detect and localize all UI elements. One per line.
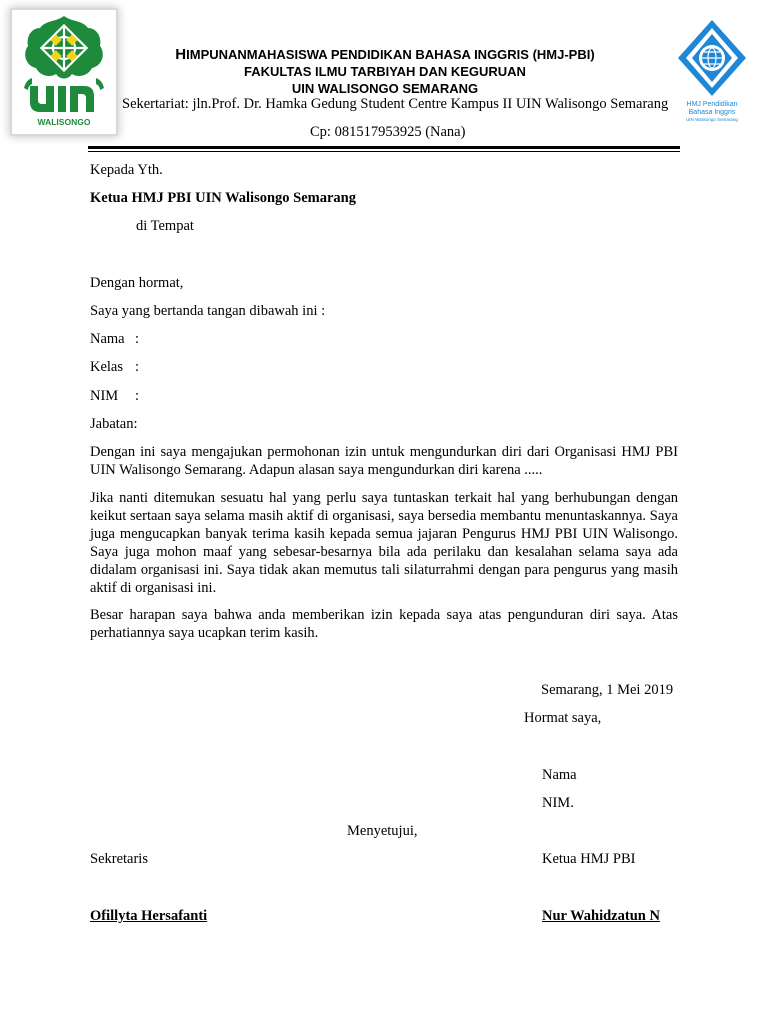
to-line: Kepada Yth. xyxy=(90,162,163,178)
uin-walisongo-logo xyxy=(12,10,116,134)
secretary-role: Sekretaris xyxy=(90,851,148,867)
field-nama-colon: : xyxy=(135,331,140,347)
closing-phrase: Hormat saya, xyxy=(524,710,602,726)
field-jabatan-label: Jabatan: xyxy=(90,416,138,432)
secretariat-address: Sekertariat: jln.Prof. Dr. Hamka Gedung Student Centre Kampus II UIN Walisongo Semarang xyxy=(122,96,669,112)
field-kelas-label: Kelas xyxy=(90,359,124,375)
header-divider-thick xyxy=(88,146,680,149)
hmj-pbi-logo xyxy=(672,18,752,128)
greeting: Dengan hormat, xyxy=(90,275,184,291)
secretary-name: Ofillyta Hersafanti xyxy=(90,908,208,924)
hmj-pbi-emblem-icon xyxy=(672,18,752,128)
organization-initial: H xyxy=(175,46,187,63)
hmj-logo-line3: UIN Walisongo Semarang xyxy=(686,117,738,122)
contact-phone: Cp: 081517953925 (Nana) xyxy=(310,124,466,140)
signer-nim-label: NIM. xyxy=(542,795,574,811)
intro-line: Saya yang bertanda tangan dibawah ini : xyxy=(90,303,326,319)
hmj-logo-line2: Bahasa Inggris xyxy=(688,109,736,116)
recipient: Ketua HMJ PBI UIN Walisongo Semarang xyxy=(90,190,356,206)
walisongo-logo-text: WALISONGO xyxy=(37,117,91,127)
faculty-name: FAKULTAS ILMU TARBIYAH DAN KEGURUAN xyxy=(244,64,526,79)
recipient-place: di Tempat xyxy=(136,218,194,234)
field-nim-colon: : xyxy=(135,388,140,404)
signer-name-label: Nama xyxy=(542,767,577,783)
header-divider-thin xyxy=(88,151,680,152)
paragraph-gratitude: Jika nanti ditemukan sesuatu hal yang perlu saya tuntaskan terkait hal yang berhubungan dengan keikut sertaan saya selama masih aktif di organisasi, saya bersedia membantu menuntaskannya. Saya juga mengucapkan banyak terima kasih kepada semua jajaran Pengurus HMJ PBI UIN Walisongo. Saya juga mohon maaf yang sebesar-besarnya bila ada perilaku dan kesalahan selama saya ada didalam organisasi ini. Saya tidak akan memutus tali silaturrahmi dengan para pengurus yang masih aktif di organisasi ini. xyxy=(90,490,678,596)
uin-walisongo-emblem-icon xyxy=(12,10,116,134)
approval-label: Menyetujui, xyxy=(347,823,418,839)
paragraph-closing: Besar harapan saya bahwa anda memberikan izin kepada saya atas pengunduran diri saya. Atas perhatiannya saya ucapkan terim kasih. xyxy=(90,607,678,641)
chair-role: Ketua HMJ PBI xyxy=(542,851,636,867)
field-nim-label: NIM xyxy=(90,388,119,404)
letter-date: Semarang, 1 Mei 2019 xyxy=(541,682,674,698)
university-name: UIN WALISONGO SEMARANG xyxy=(291,81,479,96)
field-kelas-colon: : xyxy=(135,359,140,375)
paragraph-request: Dengan ini saya mengajukan permohonan izin untuk mengundurkan diri dari Organisasi HMJ PBI UIN Walisongo Semarang. Adapun alasan saya mengundurkan diri karena ..... xyxy=(90,444,678,478)
organization-name-rest: IMPUNANMAHASISWA PENDIDIKAN BAHASA INGGRIS (HMJ-PBI) xyxy=(186,47,595,62)
hmj-logo-line1: HMJ Pendidikan xyxy=(686,101,738,108)
field-nama-label: Nama xyxy=(90,331,125,347)
chair-name: Nur Wahidzatun N xyxy=(542,908,660,924)
organization-name xyxy=(150,46,620,63)
